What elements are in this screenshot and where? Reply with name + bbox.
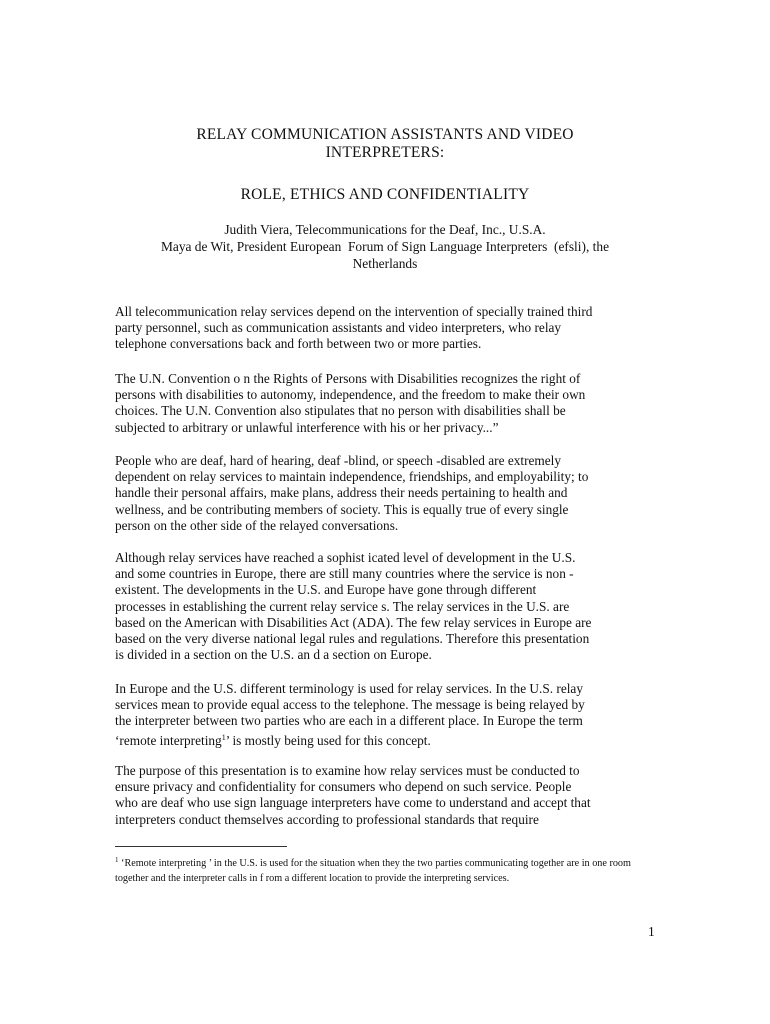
paragraph-6 — [115, 763, 660, 828]
paragraph-3 — [115, 453, 660, 534]
paragraph-line: and some countries in Europe, there are still many countries where the service is non - — [115, 566, 574, 582]
paragraph-line: The purpose of this presentation is to examine how relay services must be conducted to — [115, 763, 580, 778]
author-line-3: Netherlands — [352, 256, 418, 271]
paragraph-1 — [115, 304, 660, 353]
paragraph-line: All telecommunication relay services depend on the intervention of specially trained third — [115, 304, 593, 319]
paragraph-line: persons with disabilities to autonomy, independence, and the freedom to make their own — [115, 387, 586, 403]
paragraph-line: dependent on relay services to maintain independence, friendships, and employability; to — [115, 469, 589, 485]
paragraph-line: People who are deaf, hard of hearing, deaf -blind, or speech -disabled are extremely — [115, 453, 561, 468]
paragraph-line: The U.N. Convention o n the Rights of Persons with Disabilities recognizes the right of — [115, 371, 581, 386]
paragraph-line: who are deaf who use sign language interpreters have come to understand and accept that — [115, 795, 591, 811]
paragraph-line: In Europe and the U.S. different terminology is used for relay services. In the U.S. relay — [115, 681, 583, 696]
title-line-1: RELAY COMMUNICATION ASSISTANTS AND VIDEO — [196, 126, 574, 143]
document-title — [0, 126, 770, 162]
paragraph-line-with-footnote-ref — [115, 730, 660, 749]
author-line-1: Judith Viera, Telecommunications for the Deaf, Inc., U.S.A. — [224, 222, 546, 237]
paragraph-line: Although relay services have reached a sophist icated level of development in the U.S. — [115, 550, 576, 565]
title-line-2: INTERPRETERS: — [325, 144, 445, 161]
page-number: 1 — [648, 924, 655, 939]
document-subtitle: ROLE, ETHICS AND CONFIDENTIALITY — [240, 186, 530, 203]
footnote — [115, 853, 655, 886]
paragraph-line: handle their personal affairs, make plans, address their needs pertaining to health and — [115, 485, 568, 501]
author-line-2: Maya de Wit, President European Forum of Sign Language Interpreters (efsli), the — [160, 239, 610, 254]
paragraph-line: interpreters conduct themselves according to professional standards that require — [115, 811, 539, 827]
paragraph-line: is divided in a section on the U.S. an d a section on Europe. — [115, 647, 432, 663]
paragraph-line: the interpreter between two parties who are each in a different place. In Europe the term — [115, 713, 583, 729]
paragraph-4 — [115, 550, 660, 663]
paragraph-line: processes in establishing the current relay service s. The relay services in the U.S. are — [115, 598, 570, 614]
paragraph-line: wellness, and be contributing members of society. This is equally true of every single — [115, 501, 569, 517]
paragraph-line: subjected to arbitrary or unlawful interference with his or her privacy...” — [115, 419, 499, 435]
paragraph-2 — [115, 371, 660, 436]
paragraph-line: services mean to provide equal access to the telephone. The message is being relayed by — [115, 697, 585, 713]
authors-block — [0, 221, 770, 272]
remote-interpreting-text: ‘remote interpreting — [115, 732, 222, 748]
paragraph-line: existent. The developments in the U.S. and Europe have gone through different — [115, 582, 537, 598]
paragraph-line: party personnel, such as communication assistants and video interpreters, who relay — [115, 320, 562, 336]
paragraph-line: choices. The U.N. Convention also stipulates that no person with disabilities shall be — [115, 403, 566, 419]
paragraph-line: ensure privacy and confidentiality for consumers who depend on such service. People — [115, 779, 572, 795]
remote-interpreting-text-end: ’ is mostly being used for this concept. — [225, 732, 431, 748]
footnote-text: ‘Remote interpreting ’ in the U.S. is used for the situation when they the two parties communicating together are in one room together and the interpreter calls in f rom a different location to provide the interpreting services. — [115, 858, 631, 884]
footnote-reference[interactable]: 1 — [221, 732, 226, 742]
paragraph-line: based on the American with Disabilities Act (ADA). The few relay services in Europe are — [115, 614, 592, 630]
paragraph-line: based on the very diverse national legal rules and regulations. Therefore this presentation — [115, 631, 590, 647]
paragraph-line: person on the other side of the relayed conversations. — [115, 517, 399, 533]
footnote-number: 1 — [115, 856, 119, 864]
paragraph-line: telephone conversations back and forth between two or more parties. — [115, 336, 482, 352]
paragraph-5 — [115, 681, 660, 749]
footnote-divider — [115, 846, 287, 847]
